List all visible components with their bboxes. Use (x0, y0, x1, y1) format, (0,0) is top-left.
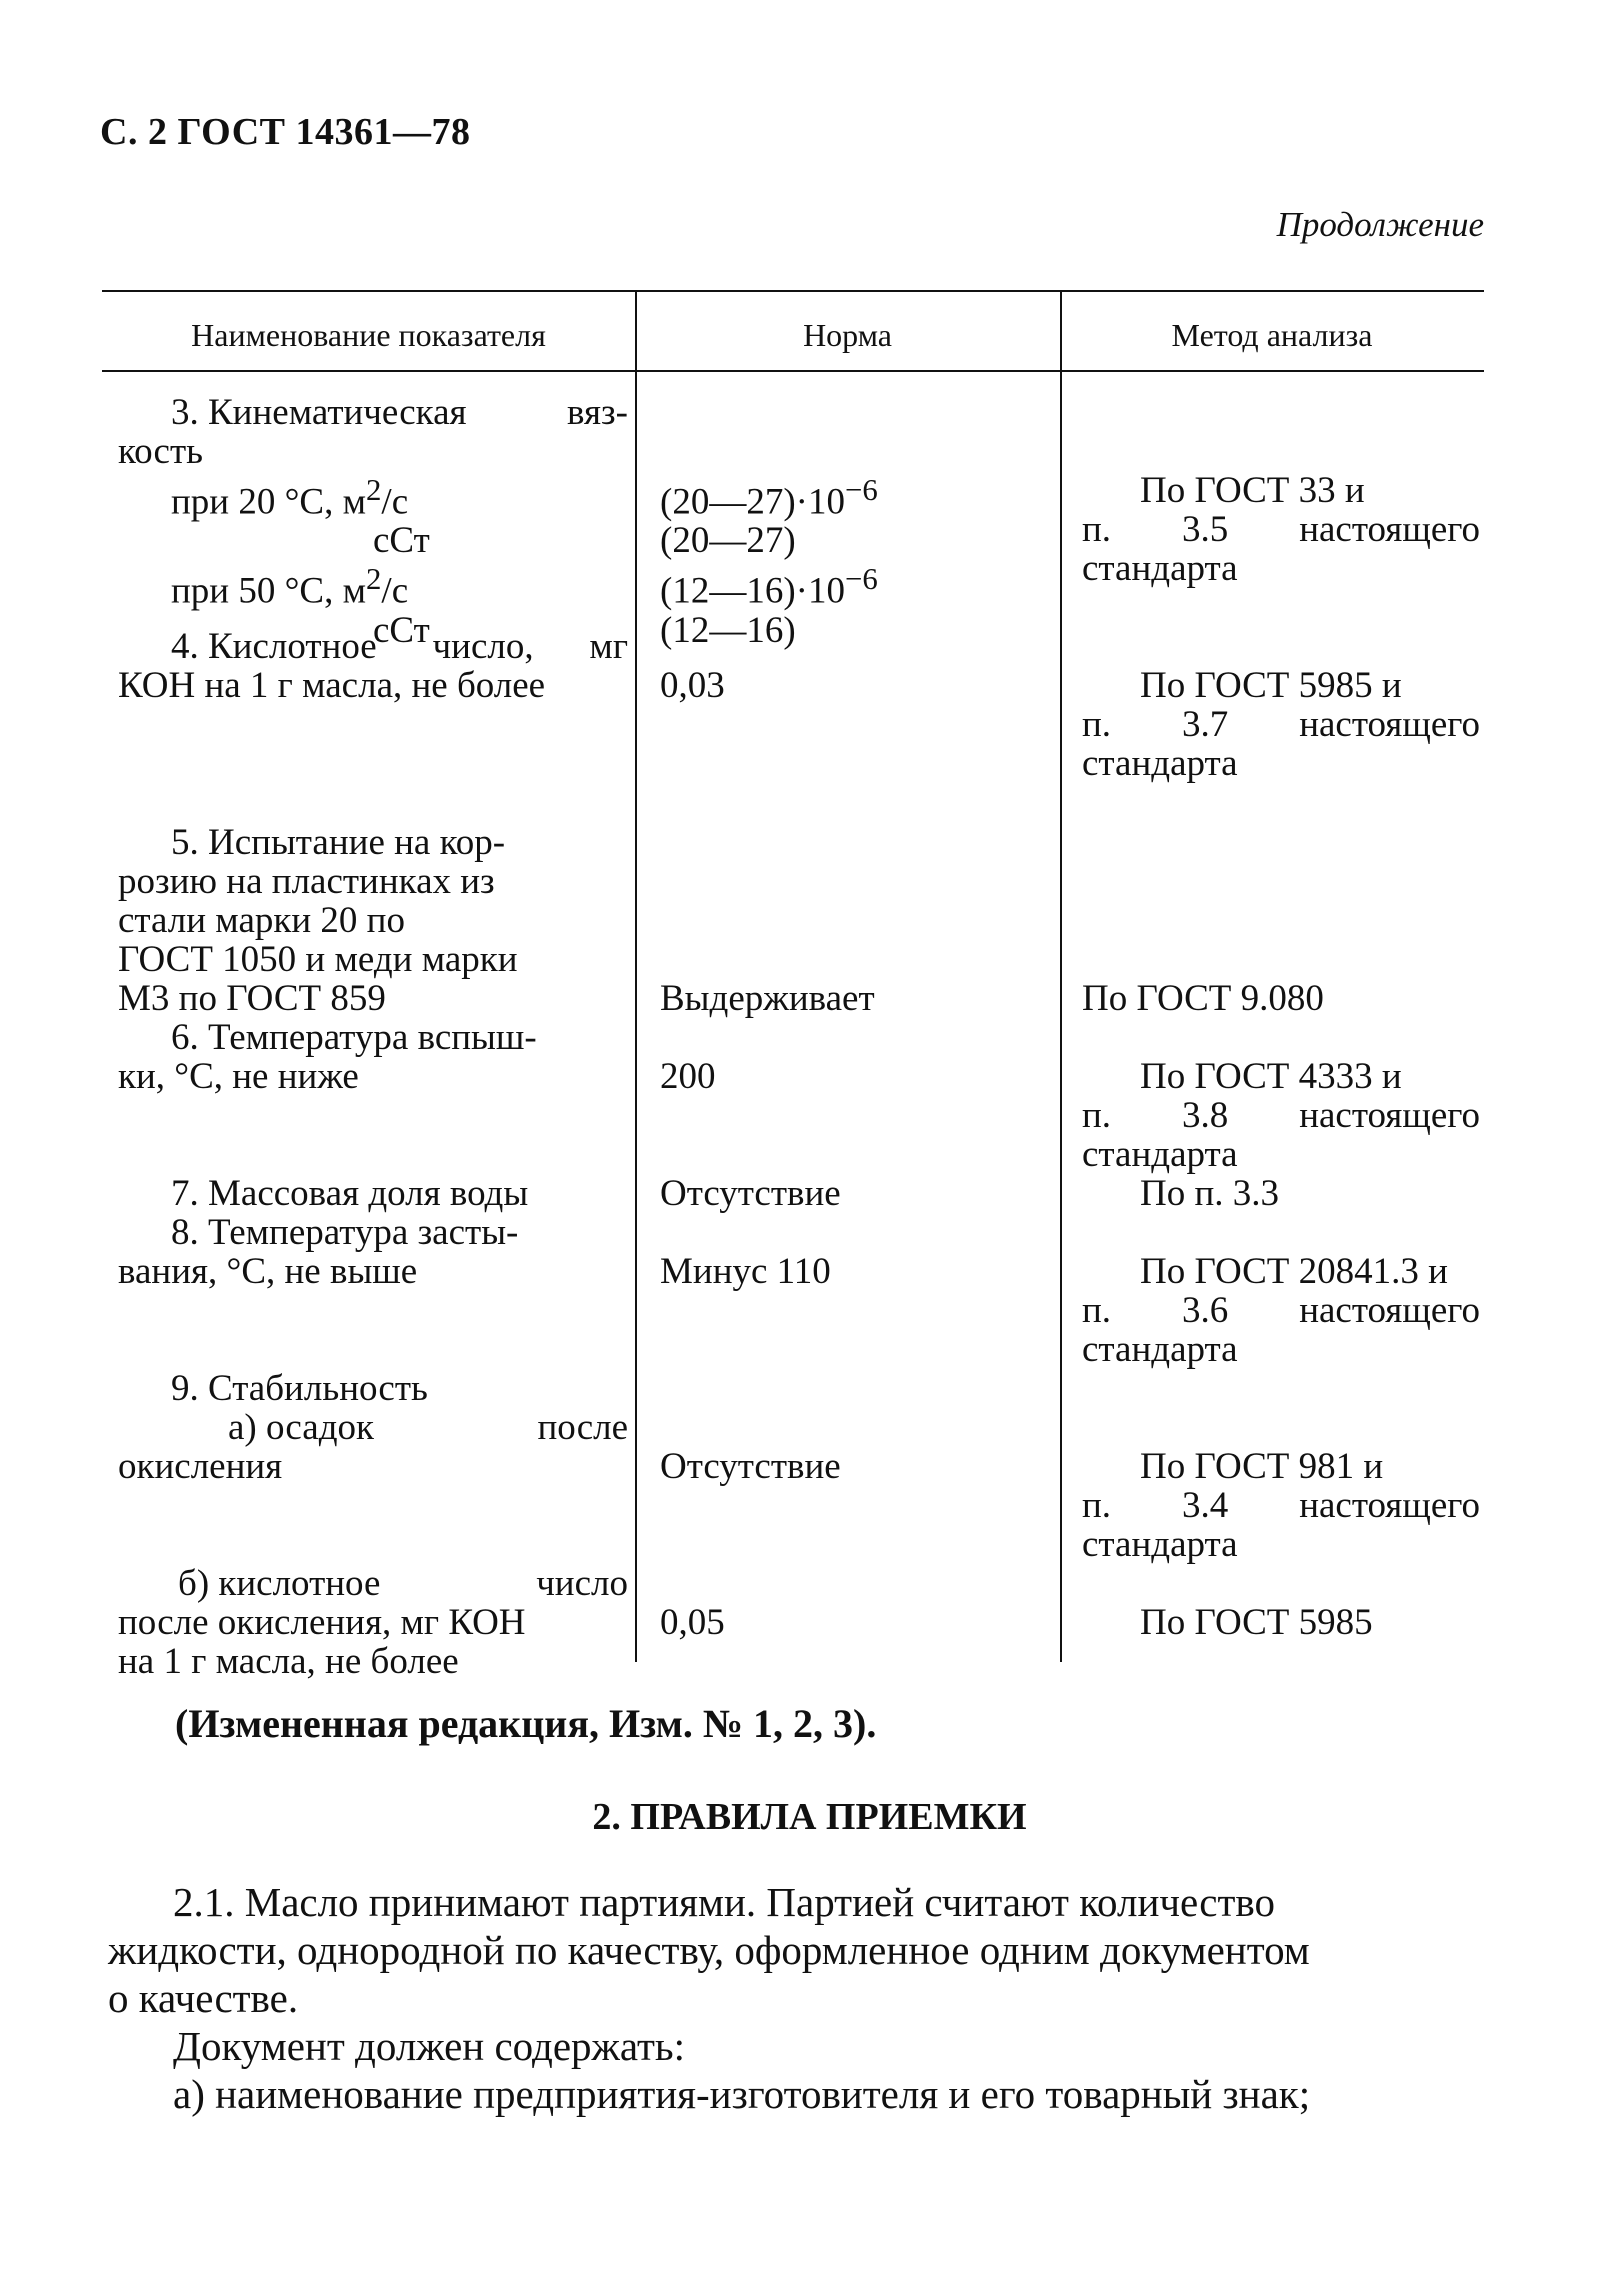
row-3-method: По ГОСТ 33 и п. 3.5 настоящего стандарта (1082, 470, 1480, 589)
row-9a-norm: Отсутствие (660, 1446, 841, 1487)
row-9b-indicator: б) кислотное число после окисления, мг КОН на 1 г масла, не более (118, 1563, 628, 1682)
row-7-indicator: 7. Массовая доля воды (171, 1173, 529, 1214)
column-divider-1 (635, 290, 637, 1662)
table-top-rule (102, 290, 1484, 292)
row-6-norm: 200 (660, 1056, 716, 1097)
row-5-norm: Выдерживает (660, 978, 875, 1019)
column-divider-2 (1060, 290, 1062, 1662)
row-6-indicator: 6. Температура вспыш- ки, °С, не ниже (118, 1017, 537, 1097)
paragraph-document-contents: Документ должен содержать: (173, 2023, 686, 2069)
section-title: 2. ПРАВИЛА ПРИЕМКИ (592, 1796, 1027, 1838)
row-8-norm: Минус 110 (660, 1251, 831, 1292)
row-3-indicator: 3. Кинематическая вяз- кость при 20 °С, $м^2/с$ сСт при 50 °С, $м^2/с$ сСт (118, 392, 628, 651)
row-5-method: По ГОСТ 9.080 (1082, 978, 1324, 1019)
row-7-norm: Отсутствие (660, 1173, 841, 1214)
list-item-a: а) наименование предприятия-изготовителя и его товарный знак; (173, 2071, 1311, 2117)
row-9a-indicator: 9. Стабильность а) осадок после окисления (118, 1368, 628, 1487)
paragraph-2-1: 2.1. Масло принимают партиями. Партией считают количество жидкости, однородной по качеству, оформленное одним документом о качестве. (108, 1879, 1310, 2021)
row-4-indicator: 4. Кислотное число, мг КОН на 1 г масла, не более (118, 626, 628, 706)
header-norm: Норма (803, 316, 892, 353)
row-9a-method: По ГОСТ 981 и п. 3.4 настоящего стандарта (1082, 1446, 1480, 1565)
table-header-rule (102, 370, 1484, 372)
row-5-indicator: 5. Испытание на кор- розию на пластинках из стали марки 20 по ГОСТ 1050 и меди марки М3 по ГОСТ 859 (118, 822, 518, 1019)
row-9b-norm: 0,05 (660, 1602, 725, 1643)
specification-table (102, 290, 1484, 1682)
row-8-method: По ГОСТ 20841.3 и п. 3.6 настоящего стандарта (1082, 1251, 1480, 1370)
page-header: С. 2 ГОСТ 14361—78 (100, 111, 471, 153)
continuation-label: Продолжение (1276, 205, 1484, 244)
header-indicator: Наименование показателя (191, 316, 546, 353)
row-3-norm: $(20—27)\cdot 10^{-6}$ (20—27) $(12—16)\cdot 10^{-6}$ (12—16) (660, 473, 878, 651)
row-7-method: По п. 3.3 (1140, 1173, 1280, 1214)
header-method: Метод анализа (1171, 316, 1373, 353)
amendment-note: (Измененная редакция, Изм. № 1, 2, 3). (175, 1701, 877, 1746)
row-8-indicator: 8. Температура засты- вания, °С, не выше (118, 1212, 519, 1292)
row-9b-method: По ГОСТ 5985 (1140, 1602, 1373, 1643)
row-6-method: По ГОСТ 4333 и п. 3.8 настоящего стандарта (1082, 1056, 1480, 1175)
row-4-method: По ГОСТ 5985 и п. 3.7 настоящего стандарта (1082, 665, 1480, 784)
row-4-norm: 0,03 (660, 665, 725, 706)
